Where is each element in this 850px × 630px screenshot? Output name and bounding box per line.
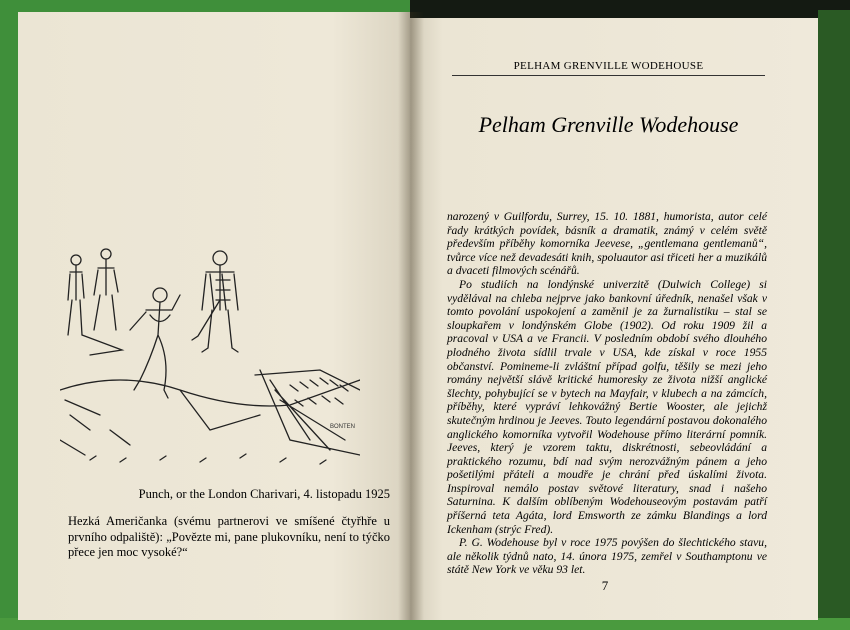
golf-cartoon-illustration [60,240,360,470]
chapter-title: Pelham Grenville Wodehouse [478,112,739,137]
bio-paragraph: Po studiích na londýnské univerzitě (Dulwich College) si vydělával na chleba nejprve jako bankovní úředník, nenašel však v tomto povolání uspokojení a zaměnil je za žurnalistiku – stal se sloupkařem v londýnském Globe (1902). Od roku 1909 žil a pracoval v USA a ve Francii. V posledním období svého dlouhého plodného života sídlil trvale v USA, kde získal v roce 1955 občanství. Pomineme-li zvláštní případ golfu, těšily se mezi jeho romány největší slávě kritické humoresky ze života nižší anglické šlechty, pohybující se v bytech na Mayfair, v klubech a na zámcích, příběhy, které vypráví lehkovážný Bertie Wooster, ale jejichž skutečným hrdinou je Jeeves. Touto legendární postavou dokonalého anglického komorníka vytvořil Wodehouse přímo literární pomník. Jeeves, který je vzorem taktu, diskrétnosti, sebeovládání a praktického rozumu, bdí nad svým nerozvážným pánem a jeho pošetilými přáteli a moudře je chrání před úskalími života. Inspiroval nemálo postav světové literatury, snad i našeho Saturnina. K dalším oblíbeným Wodehouseovým postavám patří příšerná teta Agáta, lord Emsworth ze zámku Blandings a lord Ickenham (strýc Fred). [447,277,767,536]
cartoon-joke-text: Hezká Američanka (svému partnerovi ve smíšené čtyřhře u prvního odpaliště): „Povězte mi, pane plukovníku, není to týčko přece jen moc vysoké?“ [68,514,390,559]
book-gutter [398,12,424,620]
illustration-signature: BONTEN [330,424,356,430]
illustration-caption: Punch, or the London Charivari, 4. listopadu 1925 [138,487,390,501]
running-head: PELHAM GRENVILLE WODEHOUSE [452,60,765,76]
bio-paragraph: narozený v Guilfordu, Surrey, 15. 10. 1881, humorista, autor celé řady krátkých povídek, básník a dramatik, známý v celém světě především příběhy komorníka Jeevese, „gentlemana gentlemanů“, tvůrce více než devadesáti knih, spoluautor asi třiceti her a muzikálů a dvaceti filmových scénářů. [447,210,767,278]
book-cover-edge-right [818,10,850,618]
bio-paragraph: P. G. Wodehouse byl v roce 1975 povýšen do šlechtického stavu, ale několik týdnů nato, 14. února 1975, zemřel v Southamptonu ve státě New York ve věku 93 let. [447,536,767,577]
page-number: 7 [601,578,609,593]
biography-text [447,210,767,577]
